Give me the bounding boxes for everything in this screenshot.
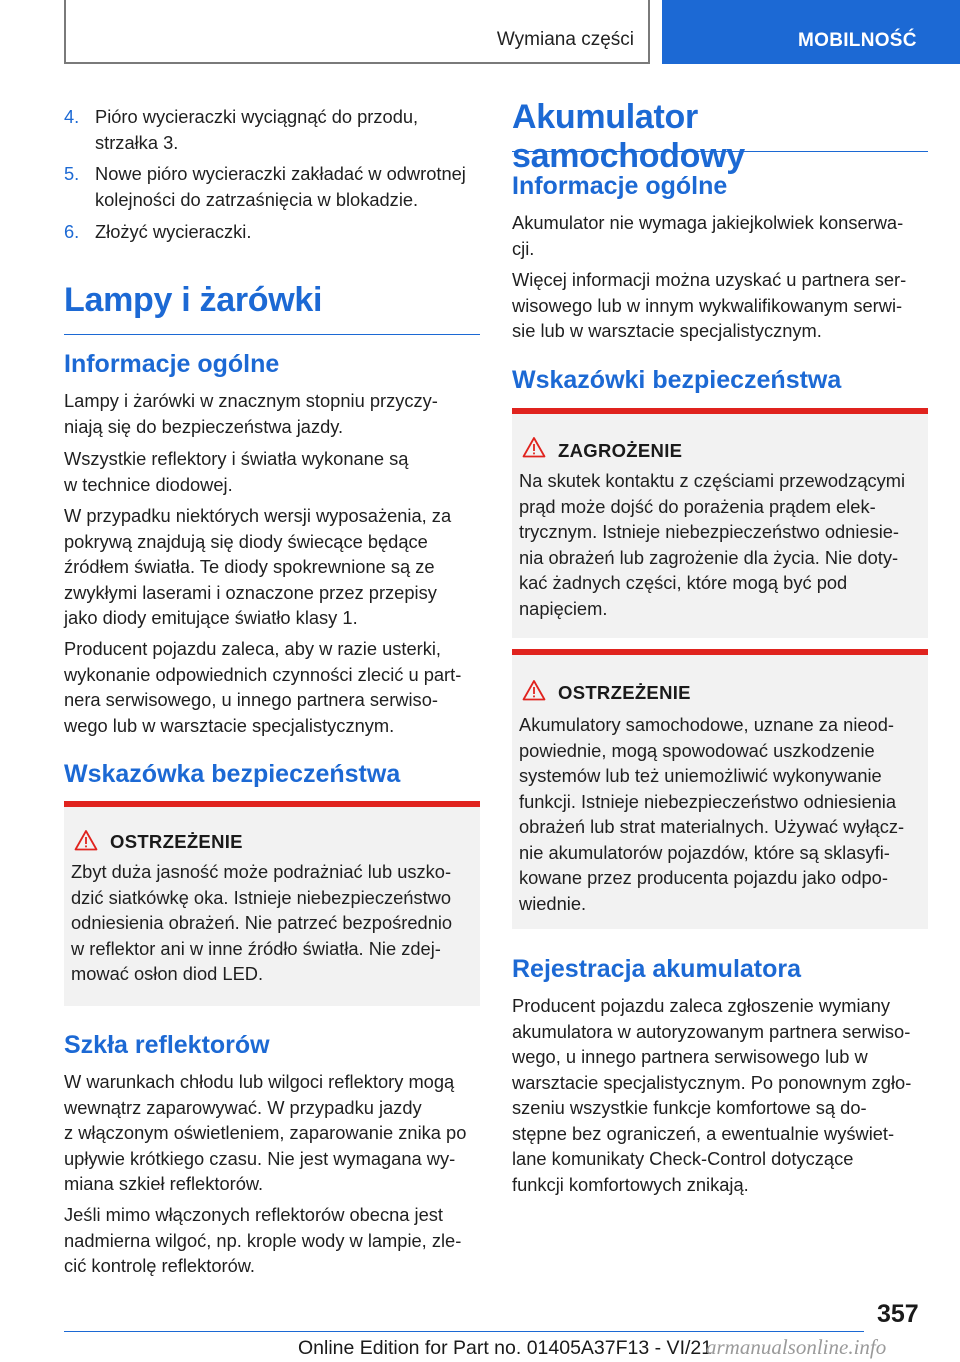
text-line: szeniu wszystkie funkcje komfortowe są do- (512, 1097, 867, 1118)
paragraph (64, 636, 461, 738)
danger-text (519, 468, 905, 621)
list-text: Nowe pióro wycieraczki zakładać w odwrotnej (95, 163, 466, 184)
text-line: Na skutek kontaktu z częściami przewodzącymi (519, 470, 906, 491)
subsection-heading: Szkła reflektorów (64, 1031, 270, 1059)
section-heading: Akumulator samochodowy (512, 98, 928, 152)
text-line: systemów lub też uniemożliwić wykonywanie (519, 765, 882, 786)
text-line: W warunkach chłodu lub wilgoci reflektory mogą (64, 1071, 455, 1092)
list-number: 5. (64, 163, 80, 184)
text-line: pokrywą znajdują się diody świecące będące (64, 530, 428, 552)
subsection-heading: Rejestracja akumulatora (512, 955, 802, 983)
text-line: Akumulator nie wymaga jakiejkolwiek konserwa- (512, 212, 904, 233)
warning-triangle-icon (522, 436, 546, 458)
text-line: warsztacie specjalistycznym. Po ponownym zgło- (512, 1071, 912, 1093)
text-line: wego, u innego partnera serwisowego lub w (512, 1046, 868, 1067)
text-line: kać żadnych części, które mogą być pod (519, 572, 848, 593)
text-line: Więcej informacji można uzyskać u partnera ser- (512, 269, 907, 290)
text-line: kowane przez producenta pojazdu jako odpo- (519, 867, 888, 888)
warning-triangle-icon (522, 679, 546, 701)
text-line: Producent pojazdu zaleca, aby w razie usterki, (64, 638, 441, 659)
text-line: wisowego lub w innym wykwalifikowanym serwi- (512, 294, 903, 316)
text-line: funkcji komfortowych znikają. (512, 1173, 749, 1195)
watermark: armanualsonline.info (706, 1335, 887, 1359)
danger-title: ZAGROŻENIE (558, 440, 683, 461)
list-number: 6. (64, 221, 80, 242)
text-line: niają się do bezpieczeństwa jazdy. (64, 415, 344, 437)
warning-text (519, 712, 904, 916)
text-line: Jeśli mimo włączonych reflektorów obecna jest (64, 1204, 443, 1225)
text-line: dzić siatkówkę oka. Istnieje niebezpieczeństwo (71, 886, 452, 908)
danger-box (512, 408, 928, 638)
section-heading: Lampy i żarówki (64, 281, 480, 335)
text-line: źródłem światła. Te diody spokrewnione są ze (64, 556, 435, 577)
paragraph (64, 1069, 466, 1197)
subsection-heading: Wskazówki bezpieczeństwa (512, 366, 842, 394)
warning-triangle-icon (74, 829, 98, 851)
list-text: Pióro wycieraczki wyciągnąć do przodu, (95, 106, 419, 127)
warning-text (71, 859, 452, 987)
text-line: stępne bez ograniczeń, a ewentualnie wyświet- (512, 1122, 895, 1144)
paragraph (64, 503, 451, 631)
text-line: Producent pojazdu zaleca zgłoszenie wymiany (512, 995, 891, 1016)
text-line: Wszystkie reflektory i światła wykonane są (64, 448, 409, 469)
list-text: strzałka 3. (95, 131, 179, 153)
text-line: trycznym. Istnieje niebezpieczeństwo odniesie- (519, 521, 900, 542)
text-line: miana szkieł reflektorów. (64, 1173, 264, 1194)
text-line: prąd może dojść do porażenia prądem elek- (519, 495, 876, 517)
text-line: wewnątrz zaparowywać. W przypadku jazdy (64, 1096, 422, 1118)
chapter-tab-label: MOBILNOŚĆ (798, 30, 917, 51)
paragraph (512, 267, 906, 344)
text-line: wykonanie odpowiednich czynności zlecić u part- (64, 663, 462, 685)
text-line: wego lub w warsztacie specjalistycznym. (64, 714, 395, 736)
paragraph (64, 388, 438, 439)
warning-title: OSTRZEŻENIE (110, 831, 243, 852)
warning-title: OSTRZEŻENIE (558, 682, 691, 703)
list-text: Złożyć wycieraczki. (95, 221, 252, 242)
text-line: odniesienia obrażeń. Nie patrzeć bezpośrednio (71, 912, 453, 933)
text-line: powiednie, mogą spowodować uszkodzenie (519, 739, 875, 761)
text-line: W przypadku niektórych wersji wyposażenia, za (64, 505, 452, 526)
text-line: wiednie. (519, 892, 587, 914)
text-line: lane komunikaty Check-Control dotyczące (512, 1148, 854, 1169)
text-line: napięciem. (519, 597, 608, 619)
text-line: Lampy i żarówki w znacznym stopniu przyczy- (64, 390, 438, 411)
warning-box (64, 801, 480, 1006)
text-line: jako diody emitujące światło klasy 1. (64, 607, 358, 628)
text-line: sie lub w warsztacie specjalistycznym. (512, 320, 822, 341)
text-line: nadmierna wilgoć, np. krople wody w lampie, zle- (64, 1229, 462, 1251)
list-text: kolejności do zatrzaśnięcia w blokadzie. (95, 188, 419, 210)
text-line: zwykłymi laserami i oznaczone przez przepisy (64, 581, 437, 603)
footer-edition: Online Edition for Part no. 01405A37F13 - VI/21 (298, 1337, 713, 1359)
text-line: funkcji. Istnieje niebezpieczeństwo odniesienia (519, 790, 897, 812)
header-box (64, 0, 650, 64)
paragraph (512, 993, 911, 1197)
chapter-tab (662, 0, 960, 64)
text-line: nia obrażeń lub zagrożenie dla życia. Nie doty- (519, 546, 899, 568)
subsection-heading: Informacje ogólne (64, 350, 280, 378)
text-line: z włączonym oświetleniem, zaparowanie znika po (64, 1122, 467, 1143)
text-line: obrażeń lub strat materialnych. Używać wyłącz- (519, 816, 905, 837)
text-line: cji. (512, 237, 535, 259)
text-line: nie akumulatorów pojazdów, które są sklasyfi- (519, 841, 890, 863)
text-line: w reflektor ani w inne źródło światła. Nie zdej- (71, 937, 441, 959)
paragraph (64, 446, 408, 497)
text-line: nera serwisowego, u innego partnera serwiso- (64, 689, 438, 710)
text-line: cić kontrolę reflektorów. (64, 1255, 256, 1276)
text-line: upływie krótkiego czasu. Nie jest wymagana wy- (64, 1147, 456, 1169)
list-number: 4. (64, 106, 80, 127)
text-line: akumulatora w autoryzowanym partnera serwiso- (512, 1020, 911, 1042)
text-line: Zbyt duża jasność może podrażniać lub uszko- (71, 861, 452, 882)
section-title: Wymiana części (496, 29, 634, 50)
text-line: w technice diodowej. (64, 473, 233, 495)
footer-divider (64, 1331, 864, 1332)
paragraph (64, 1202, 461, 1279)
subsection-heading: Wskazówka bezpieczeństwa (64, 760, 401, 788)
text-line: mować osłon diod LED. (71, 963, 264, 984)
text-line: Akumulatory samochodowe, uznane za nieod- (519, 714, 894, 735)
page-number: 357 (877, 1300, 919, 1328)
warning-box (512, 649, 928, 929)
paragraph (512, 210, 903, 261)
subsection-heading: Informacje ogólne (512, 172, 728, 200)
